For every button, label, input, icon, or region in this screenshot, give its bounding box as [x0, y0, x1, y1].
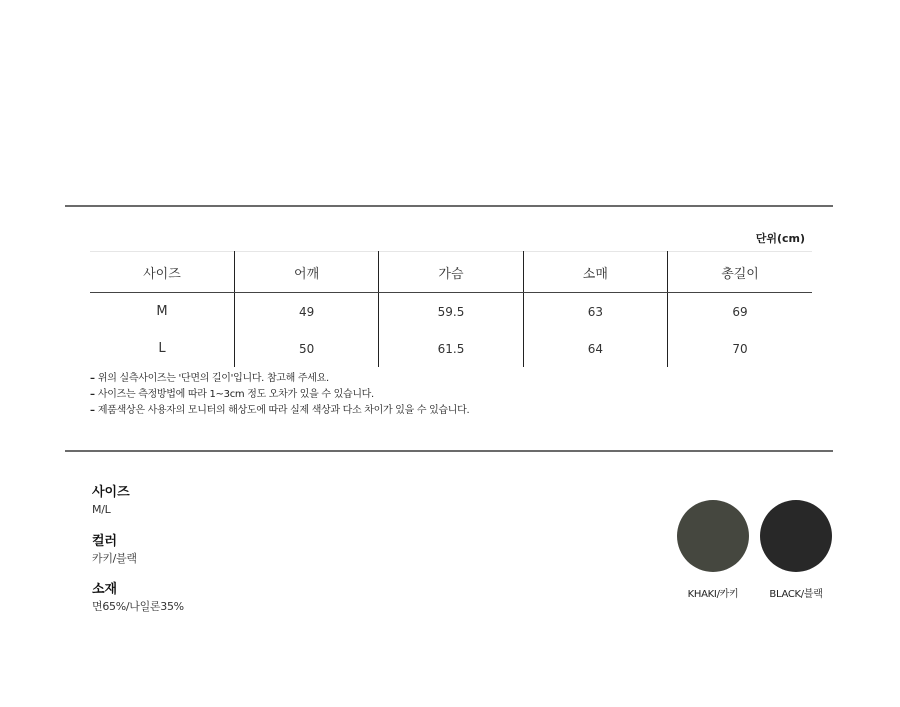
spec-size — [92, 484, 130, 518]
header-sleeve: 소매 — [523, 252, 667, 293]
spec-material-value: 면65%/나일론35% — [92, 600, 184, 613]
table-cell: 70 — [668, 330, 812, 367]
spec-color-value: 카키/블랙 — [92, 552, 137, 565]
spec-color-title: 컬러 — [92, 534, 118, 549]
table-header-row — [90, 252, 812, 293]
header-total-length: 총길이 — [668, 252, 812, 293]
table-cell: 59.5 — [379, 293, 523, 331]
table-cell: 69 — [668, 293, 812, 331]
khaki-swatch-label: KHAKI/카키 — [687, 589, 739, 600]
spec-color — [92, 533, 137, 567]
note-item: – 제품색상은 사용자의 모니터의 해상도에 따라 실제 색상과 다소 차이가 있을 수 있습니다. — [90, 403, 469, 419]
header-chest: 가슴 — [379, 252, 523, 293]
spec-material-title: 소재 — [92, 582, 118, 597]
note-item: – 위의 실측사이즈는 '단면의 길이'입니다. 참고해 주세요. — [90, 371, 469, 387]
size-notes — [90, 371, 469, 419]
table-cell: M — [156, 304, 168, 319]
table-cell: 49 — [234, 293, 378, 331]
spec-size-title: 사이즈 — [92, 485, 130, 500]
table-cell: 64 — [523, 330, 667, 367]
black-swatch-label: BLACK/블랙 — [769, 589, 823, 600]
spec-material — [92, 581, 184, 615]
table-cell: L — [158, 341, 166, 356]
table-row — [90, 330, 812, 367]
size-chart-table — [90, 251, 812, 367]
note-item: – 사이즈는 측정방법에 따라 1~3cm 정도 오차가 있을 수 있습니다. — [90, 387, 469, 403]
table-cell: 50 — [234, 330, 378, 367]
black-color-swatch — [760, 500, 832, 572]
header-shoulder: 어깨 — [234, 252, 378, 293]
khaki-color-swatch — [677, 500, 749, 572]
section-divider — [65, 450, 833, 452]
table-cell: 61.5 — [379, 330, 523, 367]
header-size: 사이즈 — [90, 252, 234, 293]
table-cell: 63 — [523, 293, 667, 331]
unit-label: 단위(cm) — [755, 232, 805, 245]
spec-size-value: M/L — [92, 503, 111, 516]
top-divider — [65, 205, 833, 207]
table-row — [90, 293, 812, 331]
